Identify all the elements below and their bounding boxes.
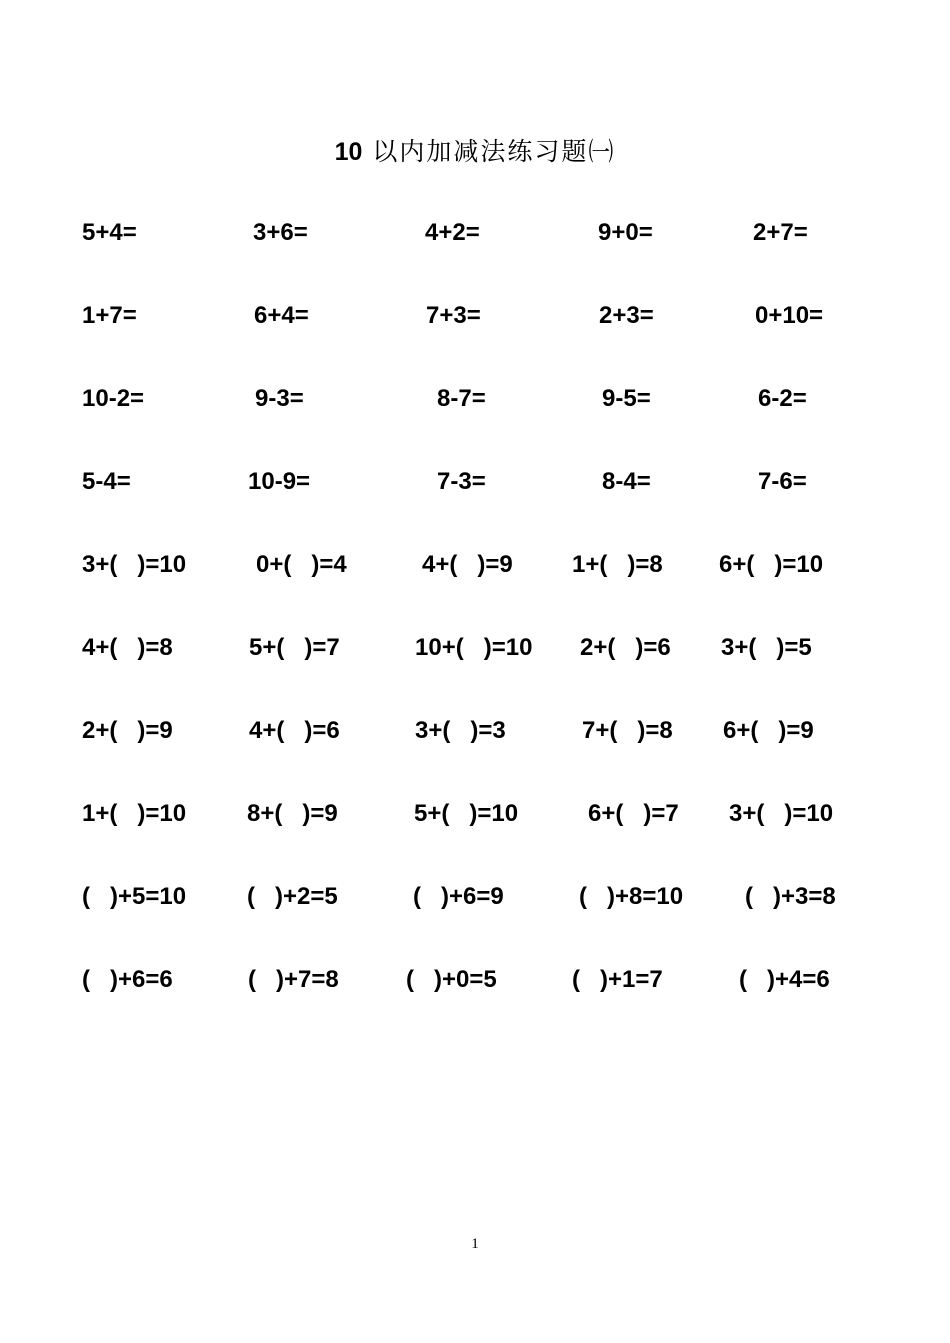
problem-row-1 (0, 216, 950, 250)
problem: 3+6= (253, 219, 308, 246)
problem-row-2 (0, 299, 950, 333)
problem: 0+10= (755, 302, 824, 329)
problem: 4+( )=6 (249, 717, 340, 744)
problem-row-9 (0, 880, 950, 914)
problem: ( )+5=10 (82, 883, 187, 910)
title-number: 10 (334, 138, 363, 166)
title-text: 以内加减法练习题㈠ (362, 137, 616, 166)
problem: 6-2= (758, 385, 807, 412)
problem: 1+( )=8 (572, 551, 663, 578)
problem: 9-3= (255, 385, 304, 412)
problem-row-8 (0, 797, 950, 831)
problem: 8+( )=9 (247, 800, 338, 827)
problem: ( )+6=6 (82, 966, 173, 993)
page-number: 1 (471, 1236, 479, 1252)
problem: 3+( )=5 (721, 634, 812, 661)
problem: 2+7= (753, 219, 808, 246)
problem: 10-9= (248, 468, 311, 495)
problem: ( )+1=7 (572, 966, 663, 993)
problem: 3+( )=10 (82, 551, 187, 578)
problem: 7-6= (758, 468, 807, 495)
problem: 6+( )=9 (723, 717, 814, 744)
problem: 6+4= (254, 302, 309, 329)
problem: 5+( )=7 (249, 634, 340, 661)
problem: 0+( )=4 (256, 551, 347, 578)
problem: 9+0= (598, 219, 653, 246)
problem: ( )+7=8 (248, 966, 339, 993)
problem-row-5 (0, 548, 950, 582)
problem: ( )+0=5 (406, 966, 497, 993)
problem: ( )+6=9 (413, 883, 504, 910)
problem: 3+( )=10 (729, 800, 834, 827)
problem: ( )+2=5 (247, 883, 338, 910)
problem: 7-3= (437, 468, 486, 495)
problem-row-4 (0, 465, 950, 499)
problem: 8-4= (602, 468, 651, 495)
page-title (0, 132, 950, 168)
problem: ( )+3=8 (745, 883, 836, 910)
problem: 10+( )=10 (415, 634, 533, 661)
problem: 5+4= (82, 219, 137, 246)
problem: 4+2= (425, 219, 480, 246)
problem: 2+( )=9 (82, 717, 173, 744)
problem: 6+( )=10 (719, 551, 824, 578)
problem: 7+3= (426, 302, 481, 329)
problem-row-3 (0, 382, 950, 416)
problem: 7+( )=8 (582, 717, 673, 744)
problem: 6+( )=7 (588, 800, 679, 827)
problem: 2+( )=6 (580, 634, 671, 661)
problem: 8-7= (437, 385, 486, 412)
problem: 9-5= (602, 385, 651, 412)
problem-row-6 (0, 631, 950, 665)
problem: 3+( )=3 (415, 717, 506, 744)
problem: ( )+8=10 (579, 883, 684, 910)
problem-row-10 (0, 963, 950, 997)
problem: 4+( )=9 (422, 551, 513, 578)
problem: 4+( )=8 (82, 634, 173, 661)
problem-row-7 (0, 714, 950, 748)
problem: 1+( )=10 (82, 800, 187, 827)
problem: 2+3= (599, 302, 654, 329)
problem: 10-2= (82, 385, 145, 412)
problem: 5+( )=10 (414, 800, 519, 827)
problem: 5-4= (82, 468, 131, 495)
problem: 1+7= (82, 302, 137, 329)
problem: ( )+4=6 (739, 966, 830, 993)
